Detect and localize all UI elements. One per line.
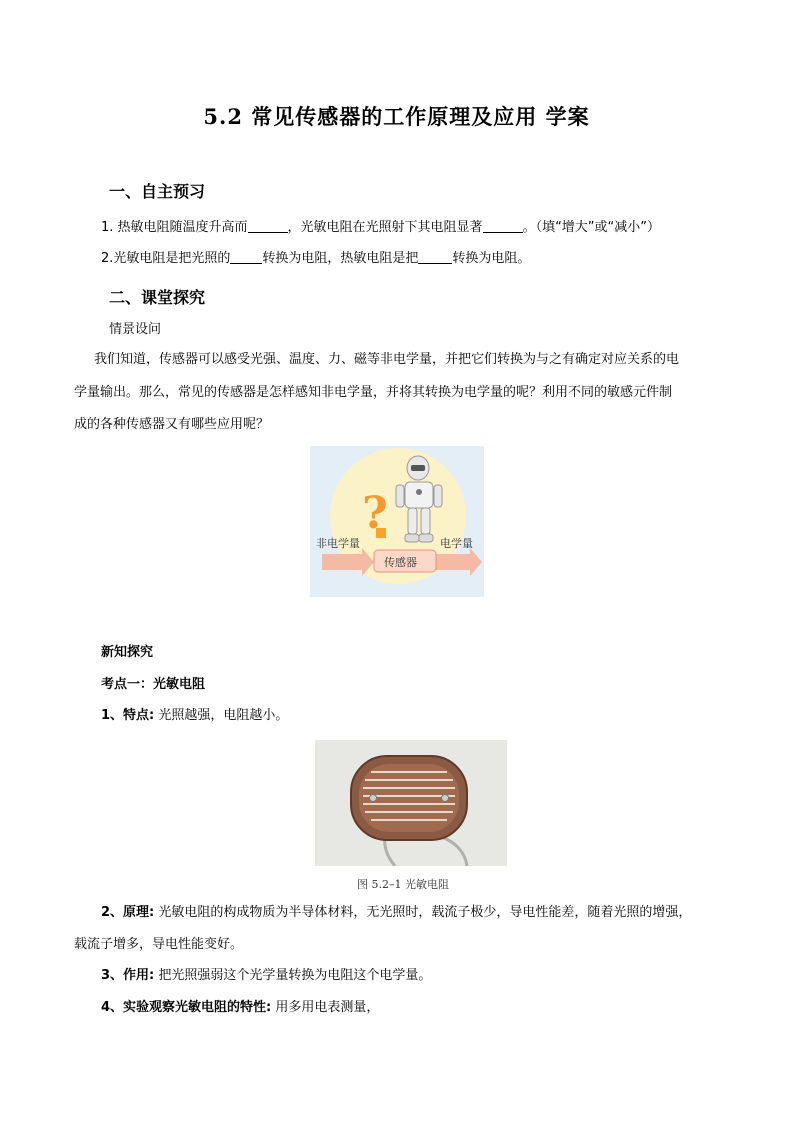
q1-blank-1[interactable] bbox=[248, 219, 288, 233]
item-2-line-2: 载流子增多，导电性能变好。 bbox=[74, 937, 244, 952]
item-4-text: 用多用电表测量， bbox=[271, 1000, 380, 1015]
q1-blank-2[interactable] bbox=[483, 219, 523, 233]
figure-caption: 图 5.2–1 光敏电阻 bbox=[357, 878, 449, 891]
question-mark-icon: ? bbox=[362, 488, 388, 539]
q2-text-mid: 转换为电阻，热敏电阻是把 bbox=[262, 251, 419, 266]
scene-paragraph-line-3: 成的各种传感器又有哪些应用呢？ bbox=[74, 417, 270, 432]
section-heading-explore: 二、课堂探究 bbox=[109, 288, 206, 307]
q2-blank-2[interactable] bbox=[418, 250, 452, 264]
scene-paragraph-line-2: 学量输出。那么，常见的传感器是怎样感知非电学量，并将其转换为电学量的呢？利用不同的敏感元件制 bbox=[74, 385, 673, 400]
q2-text-after: 转换为电阻。 bbox=[452, 251, 531, 266]
photoresistor-illustration bbox=[315, 740, 507, 866]
sensor-concept-illustration bbox=[310, 446, 484, 597]
item-3-text: 把光照强弱这个光学量转换为电阻这个电学量。 bbox=[154, 968, 432, 983]
section-heading-preview: 一、自主预习 bbox=[109, 182, 206, 201]
q1-text-after: 。（填“增大”或“减小”） bbox=[522, 220, 661, 235]
q2-text-before: 2.光敏电阻是把光照的 bbox=[101, 251, 231, 266]
label-non-electrical: 非电学量 bbox=[316, 537, 360, 550]
explore-heading: 新知探究 bbox=[101, 645, 154, 660]
item-1-label: 1、特点: bbox=[101, 708, 155, 723]
page-title: 5.2 常见传感器的工作原理及应用 学案 bbox=[203, 104, 590, 129]
point-1-heading: 考点一：光敏电阻 bbox=[101, 677, 206, 692]
q1-text-before: 1. 热敏电阻随温度升高而 bbox=[101, 220, 248, 235]
item-2-text: 光敏电阻的构成物质为半导体材料，无光照时，载流子极少，导电性能差，随着光照的增强， bbox=[154, 905, 692, 920]
scene-label: 情景设问 bbox=[109, 322, 162, 337]
scene-paragraph-line-1: 我们知道，传感器可以感受光强、温度、力、磁等非电学量，并把它们转换为与之有确定对应关系的电 bbox=[94, 352, 680, 367]
item-2-label: 2、原理: bbox=[101, 905, 155, 920]
label-sensor: 传感器 bbox=[384, 556, 417, 569]
q1-text-mid: ，光敏电阻在光照射下其电阻显著 bbox=[287, 220, 483, 235]
label-electrical: 电学量 bbox=[440, 537, 473, 550]
item-4 bbox=[101, 1000, 379, 1016]
item-2-line-1 bbox=[101, 905, 691, 921]
item-3-label: 3、作用: bbox=[101, 968, 155, 983]
question-1 bbox=[101, 219, 660, 236]
item-3 bbox=[101, 968, 431, 984]
item-1-text: 光照越强，电阻越小。 bbox=[154, 708, 289, 723]
item-1 bbox=[101, 708, 288, 724]
q2-blank-1[interactable] bbox=[230, 250, 262, 264]
photoresistor-figure bbox=[315, 740, 507, 866]
question-2 bbox=[101, 250, 530, 267]
sensor-concept-figure bbox=[310, 446, 484, 597]
item-4-label: 4、实验观察光敏电阻的特性: bbox=[101, 1000, 272, 1015]
